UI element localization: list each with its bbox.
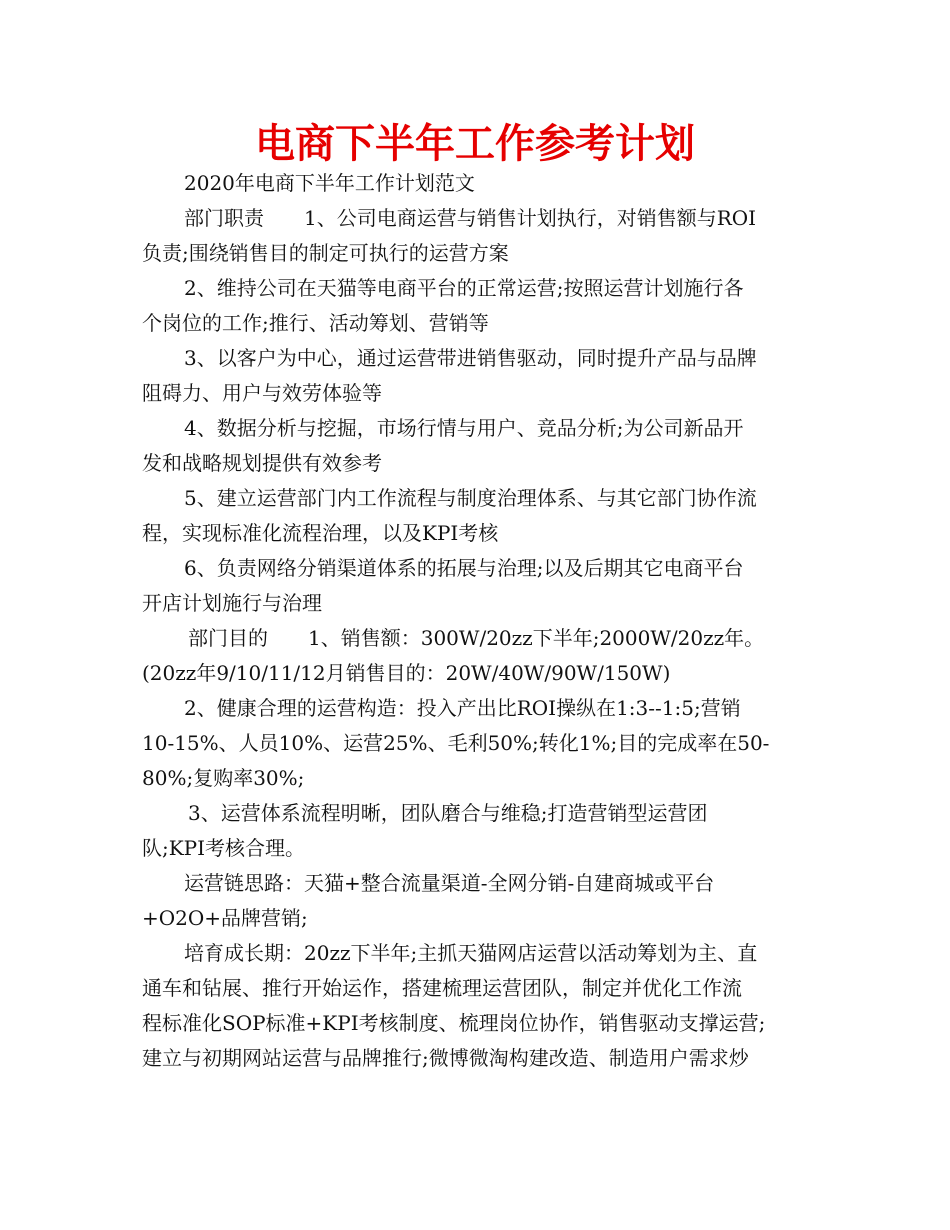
section-label-goals: 部门目的 bbox=[188, 626, 268, 650]
paragraph-line: +O2O+品牌营销; bbox=[142, 906, 308, 930]
paragraph-line: 程标准化SOP标准+KPI考核制度、梳理岗位协作，销售驱动支撑运营; bbox=[142, 1011, 766, 1035]
paragraph-line: 3、运营体系流程明晰，团队磨合与维稳;打造营销型运营团 bbox=[188, 801, 708, 825]
paragraph-line bbox=[142, 621, 814, 656]
section-label-duties: 部门职责 bbox=[184, 206, 264, 230]
paragraph-line bbox=[142, 201, 814, 236]
goal-item-1: 1、销售额：300W/20zz下半年;2000W/20zz年。 bbox=[308, 626, 765, 650]
paragraph-line: 2、健康合理的运营构造：投入产出比ROI操纵在1:3--1:5;营销 bbox=[184, 696, 741, 720]
paragraph-line: 程，实现标准化流程治理，以及KPI考核 bbox=[142, 521, 499, 545]
paragraph-line: 5、建立运营部门内工作流程与制度治理体系、与其它部门协作流 bbox=[184, 486, 757, 510]
paragraph-line: 4、数据分析与挖掘，市场行情与用户、竞品分析;为公司新品开 bbox=[184, 416, 744, 440]
paragraph-line: 建立与初期网站运营与品牌推行;微博微淘构建改造、制造用户需求炒 bbox=[142, 1046, 749, 1070]
document-title: 电商下半年工作参考计划 bbox=[255, 121, 695, 167]
paragraph-line: 80%;复购率30%; bbox=[142, 766, 305, 790]
subtitle-line: 2020年电商下半年工作计划范文 bbox=[184, 171, 475, 195]
paragraph-line: 个岗位的工作;推行、活动筹划、营销等 bbox=[142, 311, 489, 335]
paragraph-line: 6、负责网络分销渠道体系的拓展与治理;以及后期其它电商平台 bbox=[184, 556, 744, 580]
paragraph-line: 2、维持公司在天猫等电商平台的正常运营;按照运营计划施行各 bbox=[184, 276, 744, 300]
paragraph-line: 发和战略规划提供有效参考 bbox=[142, 451, 382, 475]
paragraph-line: 阻碍力、用户与效劳体验等 bbox=[142, 381, 382, 405]
paragraph-line: 运营链思路：天猫+整合流量渠道-全网分销-自建商城或平台 bbox=[184, 871, 715, 895]
paragraph-line: (20zz年9/10/11/12月销售目的：20W/40W/90W/150W) bbox=[142, 661, 671, 685]
duty-item-1: 1、公司电商运营与销售计划执行，对销售额与ROI bbox=[304, 206, 757, 230]
paragraph-line: 3、以客户为中心，通过运营带进销售驱动，同时提升产品与品牌 bbox=[184, 346, 757, 370]
paragraph-line: 队;KPI考核合理。 bbox=[142, 836, 306, 860]
paragraph-line: 负责;围绕销售目的制定可执行的运营方案 bbox=[142, 241, 509, 265]
paragraph-line: 开店计划施行与治理 bbox=[142, 591, 322, 615]
document-body bbox=[142, 166, 814, 1076]
paragraph-line: 通车和钻展、推行开始运作，搭建梳理运营团队，制定并优化工作流 bbox=[142, 976, 742, 1000]
paragraph-line: 培育成长期：20zz下半年;主抓天猫网店运营以活动筹划为主、直 bbox=[184, 941, 758, 965]
paragraph-line: 10-15%、人员10%、运营25%、毛利50%;转化1%;目的完成率在50- bbox=[142, 731, 770, 755]
